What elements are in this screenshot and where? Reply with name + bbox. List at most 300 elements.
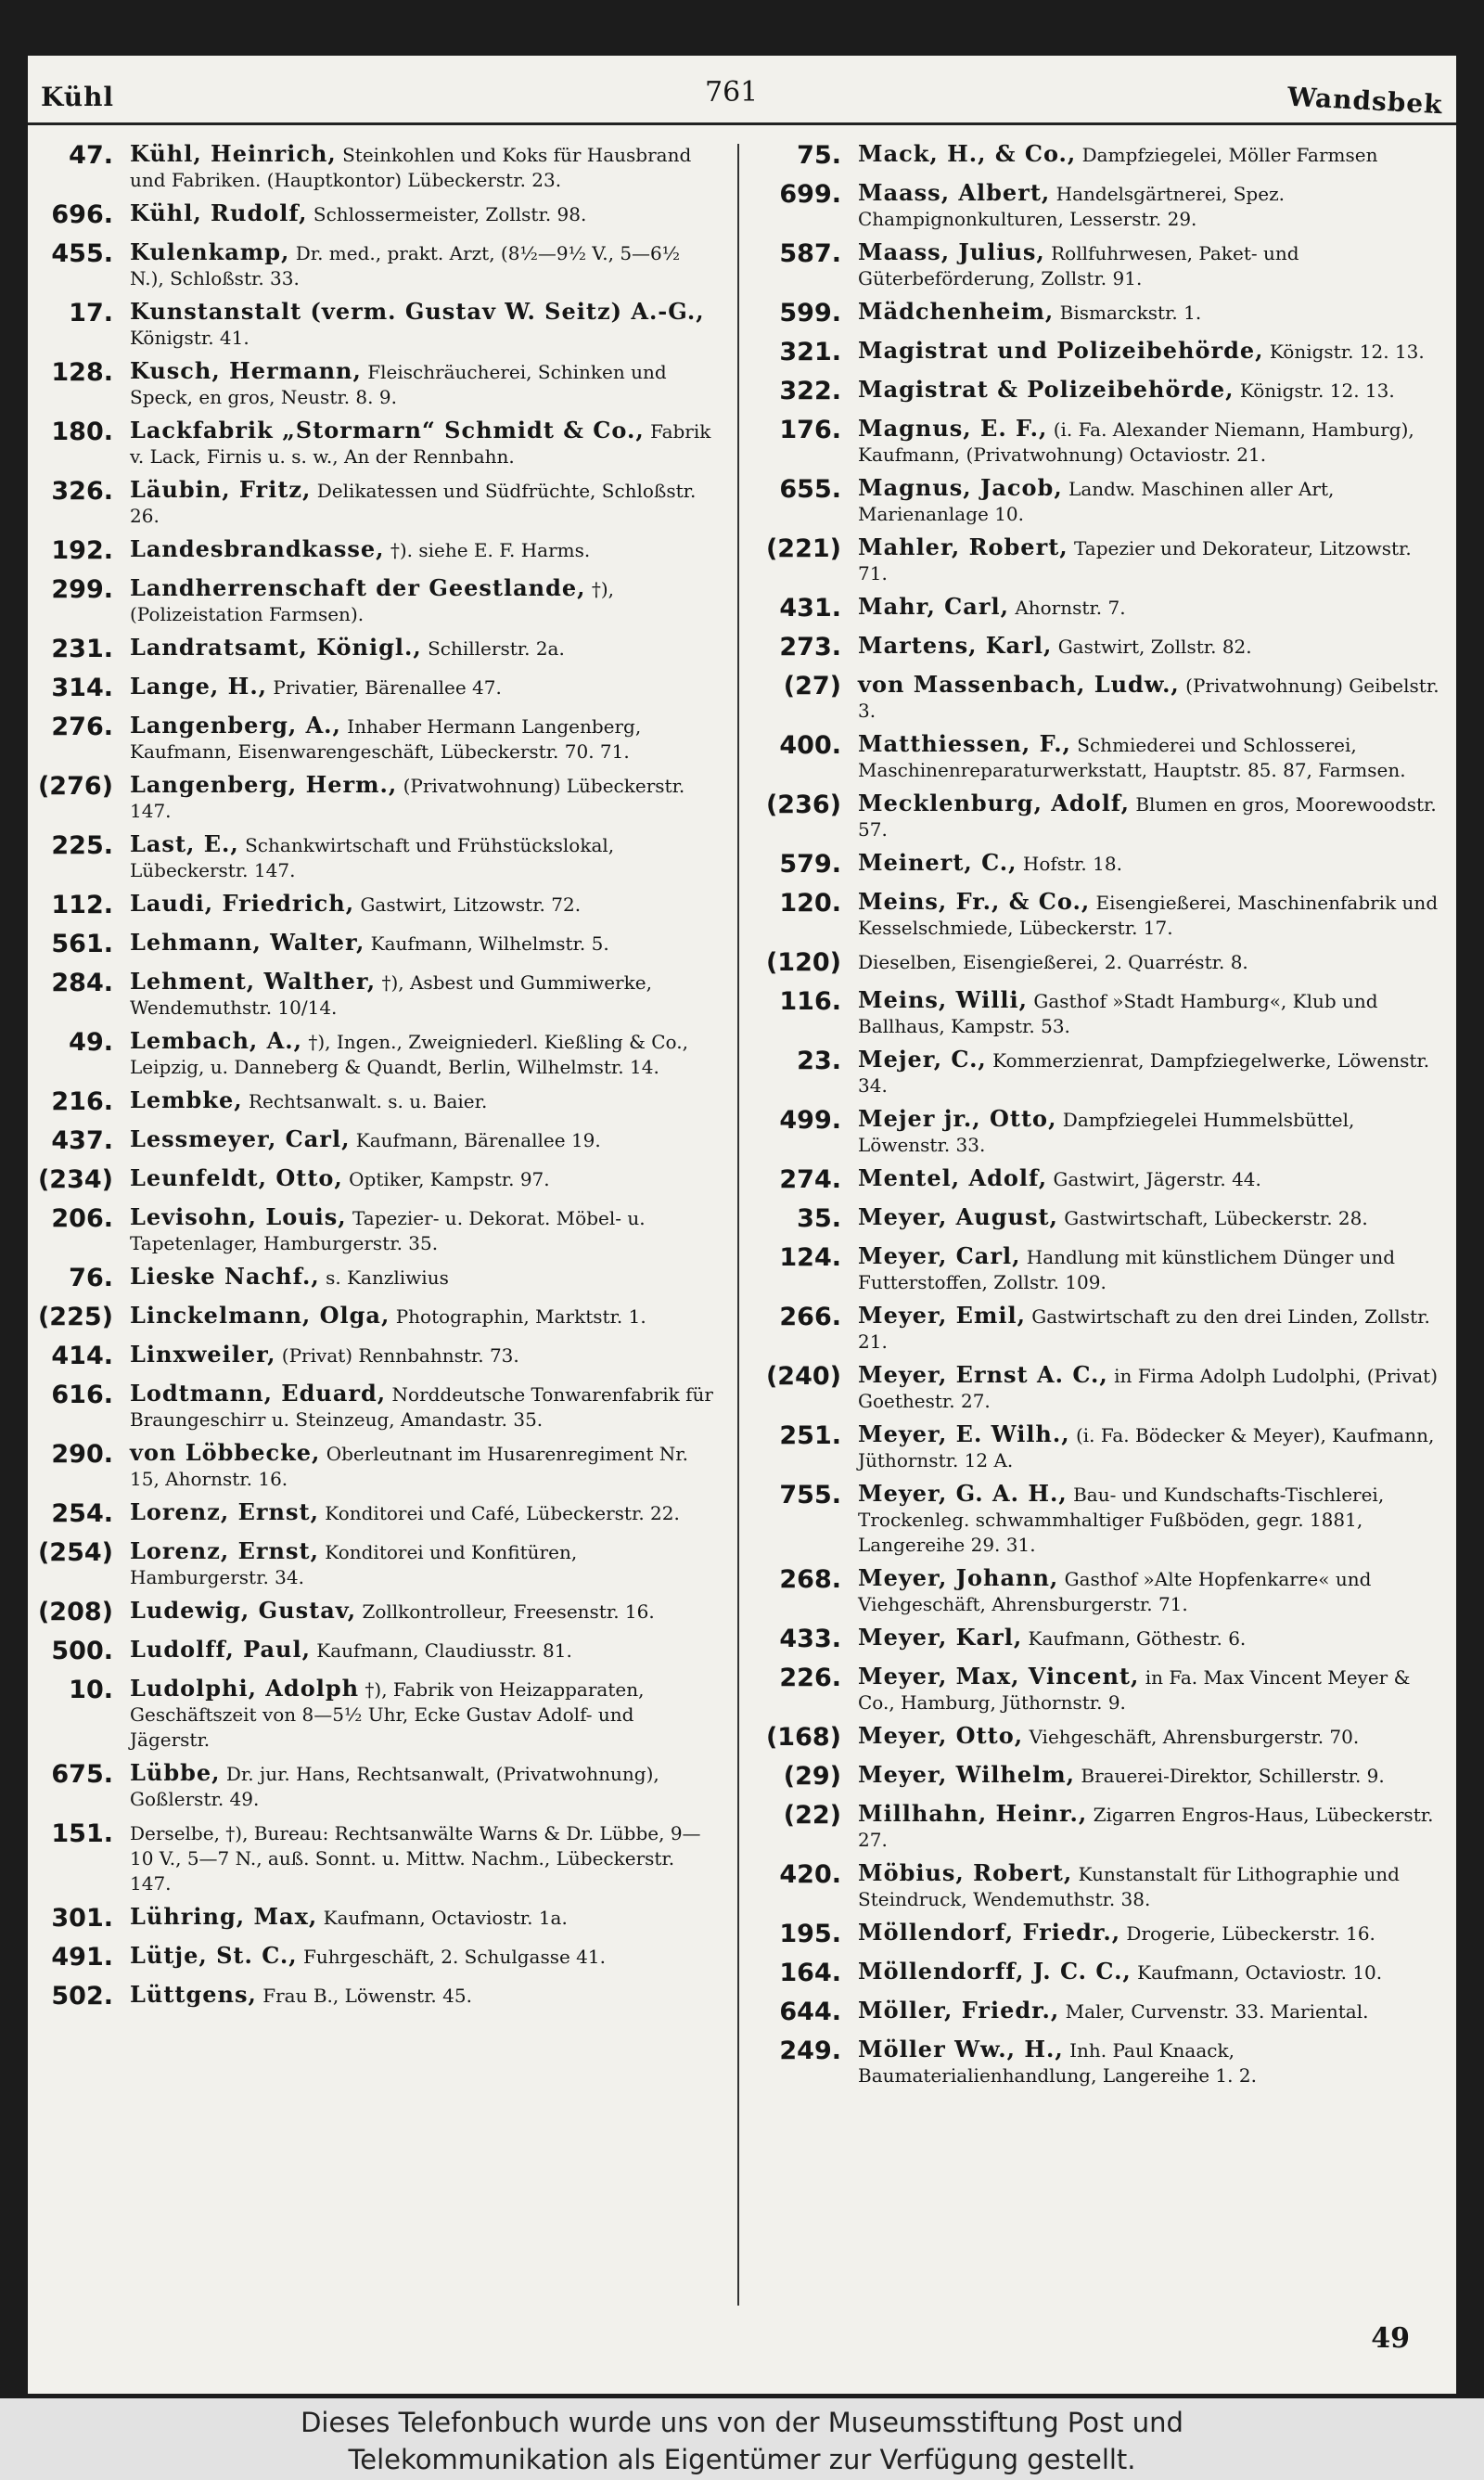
entry-details: Handlung mit künstlichem Dünger und Futterstoffen, Zollstr. 109. bbox=[858, 1246, 1396, 1293]
entry-name: Magistrat & Polizeibehörde, bbox=[858, 376, 1235, 403]
entry-text bbox=[858, 1860, 1442, 1912]
header-right-keyword: Wandsbek bbox=[1286, 81, 1444, 121]
entry-text bbox=[130, 969, 714, 1021]
directory-entry bbox=[756, 141, 1442, 173]
directory-entry bbox=[756, 1625, 1442, 1656]
phone-number: 321. bbox=[779, 338, 841, 366]
entry-details: Schmiederei und Schlosserei, Maschinenreparaturwerkstatt, Hauptstr. 85. 87, Farmsen. bbox=[858, 734, 1406, 781]
phone-number: (254) bbox=[37, 1538, 113, 1567]
entry-details: Kaufmann, Claudiusstr. 81. bbox=[316, 1639, 572, 1662]
entry-name: von Löbbecke, bbox=[130, 1439, 321, 1466]
directory-entry bbox=[756, 672, 1442, 724]
directory-entry bbox=[28, 1165, 714, 1197]
phone-number: 195. bbox=[779, 1920, 841, 1948]
entry-name: Mahler, Robert, bbox=[858, 533, 1068, 560]
directory-entry bbox=[756, 534, 1442, 586]
entry-details: Gastwirt, Zollstr. 82. bbox=[1057, 636, 1252, 658]
header-rule bbox=[28, 122, 1456, 125]
entry-text bbox=[858, 1303, 1442, 1355]
page-header bbox=[28, 56, 1456, 119]
entry-name: Magistrat und Polizeibehörde, bbox=[858, 337, 1264, 364]
entry-details: Gasthof »Stadt Hamburg«, Klub und Ballhaus, Kampstr. 53. bbox=[858, 990, 1378, 1037]
entry-name: Meyer, Karl, bbox=[858, 1624, 1023, 1651]
entry-name: Lühring, Max, bbox=[130, 1903, 318, 1930]
entry-details: Fabrik v. Lack, Firnis u. s. w., An der Rennbahn. bbox=[130, 420, 711, 468]
entry-text bbox=[130, 239, 714, 291]
phone-number: 699. bbox=[779, 180, 841, 209]
entry-details: Optiker, Kampstr. 97. bbox=[349, 1168, 550, 1190]
entry-name: Landherrenschaft der Geestlande, bbox=[130, 574, 586, 601]
directory-entry bbox=[28, 1598, 714, 1629]
directory-entry bbox=[28, 1126, 714, 1158]
entry-details: Königstr. 12. 13. bbox=[1239, 379, 1395, 402]
directory-entry bbox=[756, 1801, 1442, 1853]
directory-entry bbox=[756, 1860, 1442, 1912]
entry-name: Lodtmann, Eduard, bbox=[130, 1380, 387, 1407]
entry-text bbox=[130, 1819, 714, 1896]
entry-text bbox=[130, 930, 714, 957]
phone-number: 655. bbox=[779, 475, 841, 504]
entry-text bbox=[858, 790, 1442, 842]
phone-number: 112. bbox=[51, 891, 113, 919]
directory-entry bbox=[756, 1362, 1442, 1414]
directory-entry bbox=[28, 418, 714, 469]
entry-text bbox=[858, 1959, 1442, 1985]
page-footer-number: 49 bbox=[1371, 2322, 1410, 2355]
phone-number: 301. bbox=[51, 1904, 113, 1933]
entry-text bbox=[858, 594, 1442, 621]
directory-entry bbox=[28, 536, 714, 568]
entry-details: Fleischräucherei, Schinken und Speck, en gros, Neustr. 8. 9. bbox=[130, 361, 667, 408]
entry-text bbox=[130, 1499, 714, 1526]
phone-number: 23. bbox=[797, 1047, 841, 1075]
entry-text bbox=[858, 180, 1442, 232]
directory-entry bbox=[28, 930, 714, 961]
entry-text bbox=[130, 831, 714, 883]
phone-number: 124. bbox=[779, 1243, 841, 1272]
entry-text bbox=[130, 1342, 714, 1368]
phone-number: 433. bbox=[779, 1625, 841, 1653]
phone-number: 644. bbox=[779, 1998, 841, 2026]
phone-number: 675. bbox=[51, 1760, 113, 1789]
entry-name: Lackfabrik „Stormarn“ Schmidt & Co., bbox=[130, 417, 645, 443]
phone-number: 249. bbox=[779, 2037, 841, 2065]
entry-text bbox=[858, 731, 1442, 783]
entry-text bbox=[130, 713, 714, 765]
entry-text bbox=[858, 475, 1442, 527]
directory-entry bbox=[756, 1762, 1442, 1793]
directory-entry bbox=[756, 948, 1442, 980]
entry-name: Meyer, Wilhelm, bbox=[858, 1761, 1076, 1788]
directory-entry bbox=[28, 1819, 714, 1896]
entry-name: Lüttgens, bbox=[130, 1981, 257, 2008]
phone-number: (234) bbox=[37, 1165, 113, 1194]
entry-text bbox=[130, 1126, 714, 1153]
entry-name: Meyer, August, bbox=[858, 1203, 1058, 1230]
entry-text bbox=[130, 1943, 714, 1970]
entry-details: Eisengießerei, Maschinenfabrik und Kesselschmiede, Lübeckerstr. 17. bbox=[858, 892, 1439, 939]
entry-text bbox=[130, 891, 714, 918]
entry-name: Millhahn, Heinr., bbox=[858, 1800, 1088, 1827]
entry-name: Leunfeldt, Otto, bbox=[130, 1164, 343, 1191]
directory-entry bbox=[28, 1760, 714, 1812]
entry-text bbox=[858, 889, 1442, 941]
entry-details: Schankwirtschaft und Frühstückslokal, Lübeckerstr. 147. bbox=[130, 834, 615, 881]
entry-details: Frau B., Löwenstr. 45. bbox=[262, 1985, 472, 2007]
entry-name: Linckelmann, Olga, bbox=[130, 1302, 390, 1329]
phone-number: (22) bbox=[783, 1801, 841, 1830]
entry-text bbox=[858, 239, 1442, 291]
entry-details: Gasthof »Alte Hopfenkarre« und Viehgeschäft, Ahrensburgerstr. 71. bbox=[858, 1568, 1372, 1615]
entry-details: Gastwirtschaft, Lübeckerstr. 28. bbox=[1064, 1207, 1368, 1229]
entry-name: Lehmann, Walter, bbox=[130, 929, 365, 956]
entry-name: Ludewig, Gustav, bbox=[130, 1597, 357, 1624]
entry-name: Meyer, Max, Vincent, bbox=[858, 1663, 1140, 1690]
archive-notice-line-1: Dieses Telefonbuch wurde uns von der Museumsstiftung Post und bbox=[301, 2407, 1183, 2438]
directory-entry bbox=[756, 1303, 1442, 1355]
directory-entry bbox=[28, 1904, 714, 1935]
entry-name: Langenberg, A., bbox=[130, 712, 341, 739]
phone-number: 755. bbox=[779, 1481, 841, 1510]
entry-text bbox=[858, 141, 1442, 168]
phone-number: 47. bbox=[69, 141, 113, 170]
right-column bbox=[756, 141, 1442, 2096]
entry-text bbox=[858, 377, 1442, 404]
entry-text bbox=[130, 1303, 714, 1330]
directory-entry bbox=[28, 477, 714, 529]
directory-entry bbox=[756, 1723, 1442, 1754]
directory-entry bbox=[756, 850, 1442, 881]
entry-details: Kaufmann, Wilhelmstr. 5. bbox=[370, 932, 609, 955]
entry-details: Inh. Paul Knaack, Baumaterialienhandlung, Langereihe 1. 2. bbox=[858, 2039, 1257, 2087]
entry-details: Handelsgärtnerei, Spez. Champignonkulturen, Lesserstr. 29. bbox=[858, 183, 1285, 230]
entry-details: Ahornstr. 7. bbox=[1015, 597, 1126, 619]
entry-text bbox=[130, 358, 714, 410]
directory-entry bbox=[756, 1204, 1442, 1236]
directory-entry bbox=[28, 299, 714, 351]
entry-details: Inhaber Hermann Langenberg, Kaufmann, Eisenwarengeschäft, Lübeckerstr. 70. 71. bbox=[130, 715, 642, 763]
entry-text bbox=[130, 1264, 714, 1291]
entry-details: Kommerzienrat, Dampfziegelwerke, Löwenstr. 34. bbox=[858, 1049, 1430, 1097]
entry-name: Kulenkamp, bbox=[130, 238, 290, 265]
entry-details: Kaufmann, Göthestr. 6. bbox=[1028, 1627, 1247, 1650]
phone-number: 216. bbox=[51, 1087, 113, 1116]
directory-entry bbox=[756, 1106, 1442, 1158]
phone-number: 251. bbox=[779, 1421, 841, 1450]
entry-details: (Privatwohnung) Geibelstr. 3. bbox=[858, 675, 1439, 722]
directory-entry bbox=[756, 987, 1442, 1039]
entry-text bbox=[130, 674, 714, 700]
entry-text bbox=[130, 1538, 714, 1590]
directory-entry bbox=[28, 1087, 714, 1119]
directory-entry bbox=[28, 713, 714, 765]
entry-text bbox=[130, 299, 714, 351]
entry-details: Rollfuhrwesen, Paket- und Güterbeförderung, Zollstr. 91. bbox=[858, 242, 1299, 289]
entry-name: Meyer, Carl, bbox=[858, 1242, 1021, 1269]
entry-name: Lübbe, bbox=[130, 1759, 221, 1786]
phone-number: 322. bbox=[779, 377, 841, 405]
entry-text bbox=[130, 1165, 714, 1192]
entry-details: Konditorei und Café, Lübeckerstr. 22. bbox=[325, 1502, 680, 1524]
entry-text bbox=[130, 1087, 714, 1114]
entry-details: (i. Fa. Bödecker & Meyer), Kaufmann, Jüthornstr. 12 A. bbox=[858, 1424, 1435, 1471]
phone-number: 116. bbox=[779, 987, 841, 1016]
archive-notice bbox=[0, 2398, 1484, 2480]
entry-name: Möllendorf, Friedr., bbox=[858, 1919, 1121, 1946]
entry-name: Meinert, C., bbox=[858, 849, 1017, 876]
entry-text bbox=[130, 200, 714, 227]
directory-entry bbox=[28, 358, 714, 410]
entry-details: Fuhrgeschäft, 2. Schulgasse 41. bbox=[302, 1946, 606, 1968]
entry-name: Laudi, Friedrich, bbox=[130, 890, 355, 917]
entry-name: Meyer, E. Wilh., bbox=[858, 1420, 1070, 1447]
phone-number: (168) bbox=[765, 1723, 841, 1752]
entry-name: Martens, Karl, bbox=[858, 632, 1053, 659]
entry-text bbox=[130, 141, 714, 193]
header-left-keyword: Kühl bbox=[41, 82, 115, 112]
entry-text bbox=[858, 1047, 1442, 1099]
directory-entry bbox=[28, 575, 714, 627]
directory-entry bbox=[28, 674, 714, 705]
entry-text bbox=[858, 1421, 1442, 1473]
entry-text bbox=[858, 2037, 1442, 2088]
phone-number: 431. bbox=[779, 594, 841, 623]
entry-details: Brauerei-Direktor, Schillerstr. 9. bbox=[1081, 1765, 1385, 1787]
directory-entry bbox=[28, 1440, 714, 1492]
directory-entry bbox=[28, 239, 714, 291]
entry-text bbox=[858, 534, 1442, 586]
phone-number: 314. bbox=[51, 674, 113, 702]
phone-number: 599. bbox=[779, 299, 841, 328]
entry-name: Matthiessen, F., bbox=[858, 730, 1071, 757]
entry-details: Gastwirtschaft zu den drei Linden, Zollstr. 21. bbox=[858, 1305, 1430, 1353]
entry-name: Langenberg, Herm., bbox=[130, 771, 398, 798]
phone-number: 180. bbox=[51, 418, 113, 446]
entry-details: Schillerstr. 2a. bbox=[428, 637, 565, 660]
phone-number: 274. bbox=[779, 1165, 841, 1194]
entry-details: Kaufmann, Octaviostr. 1a. bbox=[323, 1907, 568, 1929]
phone-number: 273. bbox=[779, 633, 841, 662]
entry-text bbox=[858, 1106, 1442, 1158]
entry-details: Dr. med., prakt. Arzt, (8½—9½ V., 5—6½ N.), Schloßstr. 33. bbox=[130, 242, 681, 289]
entry-text bbox=[130, 1760, 714, 1812]
entry-name: Möbius, Robert, bbox=[858, 1859, 1073, 1886]
entry-details: (Privat) Rennbahnstr. 73. bbox=[281, 1344, 519, 1367]
entry-name: Landratsamt, Königl., bbox=[130, 634, 422, 661]
phone-number: 696. bbox=[51, 200, 113, 229]
phone-number: 49. bbox=[69, 1028, 113, 1057]
directory-entry bbox=[28, 969, 714, 1021]
entry-name: Kunstanstalt (verm. Gustav W. Seitz) A.-G., bbox=[130, 298, 705, 325]
entry-name: Kühl, Heinrich, bbox=[130, 140, 337, 167]
entry-name: Levisohn, Louis, bbox=[130, 1203, 347, 1230]
directory-entry bbox=[28, 1342, 714, 1373]
entry-name: Last, E., bbox=[130, 830, 239, 857]
entry-name: Möller, Friedr., bbox=[858, 1997, 1060, 2024]
phone-number: 75. bbox=[797, 141, 841, 170]
phone-number: 579. bbox=[779, 850, 841, 879]
entry-details: (Privatwohnung) Lübeckerstr. 147. bbox=[130, 775, 685, 822]
entry-name: Maass, Julius, bbox=[858, 238, 1045, 265]
directory-entry bbox=[28, 200, 714, 232]
entry-details: s. Kanzliwius bbox=[326, 1266, 449, 1289]
entry-details: Hofstr. 18. bbox=[1022, 853, 1122, 875]
directory-entry bbox=[756, 633, 1442, 664]
phone-number: 502. bbox=[51, 1982, 113, 2011]
phone-number: 76. bbox=[69, 1264, 113, 1292]
phone-number: 491. bbox=[51, 1943, 113, 1972]
entry-name: Meyer, Johann, bbox=[858, 1564, 1059, 1591]
directory-entry bbox=[756, 1920, 1442, 1951]
entry-name: Lütje, St. C., bbox=[130, 1942, 298, 1969]
entry-details: Norddeutsche Tonwarenfabrik für Braungeschirr u. Steinzeug, Amandastr. 35. bbox=[130, 1383, 713, 1431]
directory-entry bbox=[28, 1204, 714, 1256]
phone-number: 206. bbox=[51, 1204, 113, 1233]
archive-notice-line-2: Telekommunikation als Eigentümer zur Verfügung gestellt. bbox=[348, 2444, 1136, 2475]
entry-details: (i. Fa. Alexander Niemann, Hamburg), Kaufmann, (Privatwohnung) Octaviostr. 21. bbox=[858, 418, 1414, 466]
entry-text bbox=[858, 633, 1442, 660]
entry-name: Meins, Fr., & Co., bbox=[858, 888, 1091, 915]
entry-name: Mejer jr., Otto, bbox=[858, 1105, 1057, 1132]
entry-details: Steinkohlen und Koks für Hausbrand und Fabriken. (Hauptkontor) Lübeckerstr. 23. bbox=[130, 144, 692, 191]
entry-name: Lorenz, Ernst, bbox=[130, 1498, 319, 1525]
entry-text bbox=[130, 1982, 714, 2009]
entry-name: Mentel, Adolf, bbox=[858, 1164, 1048, 1191]
entry-details: Konditorei und Konfitüren, Hamburgerstr. 34. bbox=[130, 1541, 578, 1588]
entry-text bbox=[130, 536, 714, 563]
phone-number: 499. bbox=[779, 1106, 841, 1135]
phone-number: 266. bbox=[779, 1303, 841, 1331]
entry-text bbox=[130, 635, 714, 662]
directory-entry bbox=[756, 1243, 1442, 1295]
phone-number: (29) bbox=[783, 1762, 841, 1791]
entry-details: †), Ingen., Zweigniederl. Kießling & Co., Leipzig, u. Danneberg & Quandt, Berlin, Wilhelmstr. 14. bbox=[130, 1031, 688, 1078]
entry-text bbox=[130, 1598, 714, 1625]
directory-entry bbox=[756, 731, 1442, 783]
directory-entry bbox=[28, 1943, 714, 1974]
directory-entry bbox=[756, 1565, 1442, 1617]
directory-entry bbox=[756, 299, 1442, 330]
entry-name: Meyer, G. A. H., bbox=[858, 1480, 1068, 1507]
entry-details: Rechtsanwalt. s. u. Baier. bbox=[248, 1090, 488, 1112]
entry-details: Oberleutnant im Husarenregiment Nr. 15, Ahornstr. 16. bbox=[130, 1443, 688, 1490]
entry-name: Landesbrandkasse, bbox=[130, 535, 385, 562]
directory-entry bbox=[28, 772, 714, 824]
entry-text bbox=[858, 1362, 1442, 1414]
entry-text bbox=[858, 1762, 1442, 1789]
entry-name: Magnus, Jacob, bbox=[858, 474, 1063, 501]
phone-number: 587. bbox=[779, 239, 841, 268]
entry-name: Maass, Albert, bbox=[858, 179, 1051, 206]
phone-number: 299. bbox=[51, 575, 113, 604]
directory-entry bbox=[28, 1028, 714, 1080]
entry-details: Bismarckstr. 1. bbox=[1059, 302, 1202, 324]
entry-name: Mahr, Carl, bbox=[858, 593, 1009, 620]
directory-entry bbox=[756, 1998, 1442, 2029]
phone-number: 420. bbox=[779, 1860, 841, 1889]
entry-name: Meyer, Emil, bbox=[858, 1302, 1026, 1329]
phone-number: 35. bbox=[797, 1204, 841, 1233]
entry-text bbox=[858, 1801, 1442, 1853]
entry-details: Privatier, Bärenallee 47. bbox=[273, 676, 502, 699]
entry-name: Mecklenburg, Adolf, bbox=[858, 790, 1130, 816]
entry-text bbox=[858, 1998, 1442, 2024]
entry-name: Kühl, Rudolf, bbox=[130, 199, 308, 226]
entry-name: Lieske Nachf., bbox=[130, 1263, 320, 1290]
phone-number: 561. bbox=[51, 930, 113, 958]
directory-entry bbox=[756, 1481, 1442, 1558]
entry-text bbox=[858, 948, 1442, 975]
entry-text bbox=[130, 1904, 714, 1931]
entry-text bbox=[130, 575, 714, 627]
phone-number: 10. bbox=[69, 1676, 113, 1704]
phone-number: 284. bbox=[51, 969, 113, 997]
entry-text bbox=[858, 1723, 1442, 1750]
directory-entry bbox=[28, 1264, 714, 1295]
entry-name: Mejer, C., bbox=[858, 1046, 987, 1073]
entry-text bbox=[858, 1481, 1442, 1558]
entry-name: von Massenbach, Ludw., bbox=[858, 671, 1180, 698]
entry-name: Lembke, bbox=[130, 1086, 243, 1113]
phone-number: 231. bbox=[51, 635, 113, 663]
entry-name: Ludolphi, Adolph bbox=[130, 1675, 360, 1702]
entry-details: Blumen en gros, Moorewoodstr. 57. bbox=[858, 793, 1437, 841]
entry-text bbox=[130, 1440, 714, 1492]
phone-number: 414. bbox=[51, 1342, 113, 1370]
directory-entry bbox=[28, 635, 714, 666]
column-divider bbox=[737, 144, 739, 2306]
phone-number: 276. bbox=[51, 713, 113, 741]
entry-details: †), (Polizeistation Farmsen). bbox=[130, 578, 615, 625]
entry-name: Möllendorff, J. C. C., bbox=[858, 1958, 1132, 1985]
phone-number: 120. bbox=[779, 889, 841, 918]
directory-entry bbox=[756, 594, 1442, 625]
directory-entry bbox=[756, 2037, 1442, 2088]
entry-name: Mack, H., & Co., bbox=[858, 140, 1077, 167]
entry-details: †). siehe E. F. Harms. bbox=[390, 539, 591, 561]
phone-number: 616. bbox=[51, 1381, 113, 1409]
entry-text bbox=[130, 1637, 714, 1664]
entry-text bbox=[858, 850, 1442, 877]
header-page-number: 761 bbox=[705, 76, 759, 109]
entry-details: Königstr. 12. 13. bbox=[1269, 341, 1425, 363]
directory-entry bbox=[756, 416, 1442, 468]
entry-name: Ludolff, Paul, bbox=[130, 1636, 311, 1663]
entry-details: Tapezier und Dekorateur, Litzowstr. 71. bbox=[858, 537, 1412, 585]
entry-text bbox=[858, 338, 1442, 365]
entry-name: Läubin, Fritz, bbox=[130, 476, 312, 503]
entry-details: Zollkontrolleur, Freesenstr. 16. bbox=[362, 1600, 655, 1623]
phone-number: (225) bbox=[37, 1303, 113, 1331]
directory-entry bbox=[756, 377, 1442, 408]
directory-entry bbox=[28, 1982, 714, 2013]
phone-number: 17. bbox=[69, 299, 113, 328]
phone-number: 326. bbox=[51, 477, 113, 506]
entry-details: †), Asbest und Gummiwerke, Wendemuthstr. 10/14. bbox=[130, 971, 652, 1019]
entry-name: Lessmeyer, Carl, bbox=[130, 1125, 351, 1152]
entry-text bbox=[858, 1243, 1442, 1295]
entry-text bbox=[858, 987, 1442, 1039]
entry-text bbox=[130, 1676, 714, 1753]
directory-entry bbox=[28, 1676, 714, 1753]
entry-details: Königstr. 41. bbox=[130, 327, 249, 349]
phone-number: 226. bbox=[779, 1664, 841, 1692]
phone-number: 164. bbox=[779, 1959, 841, 1987]
entry-name: Lehment, Walther, bbox=[130, 968, 377, 995]
phone-number: 192. bbox=[51, 536, 113, 565]
left-column bbox=[28, 141, 714, 2021]
entry-details: Gastwirt, Litzowstr. 72. bbox=[360, 893, 582, 916]
